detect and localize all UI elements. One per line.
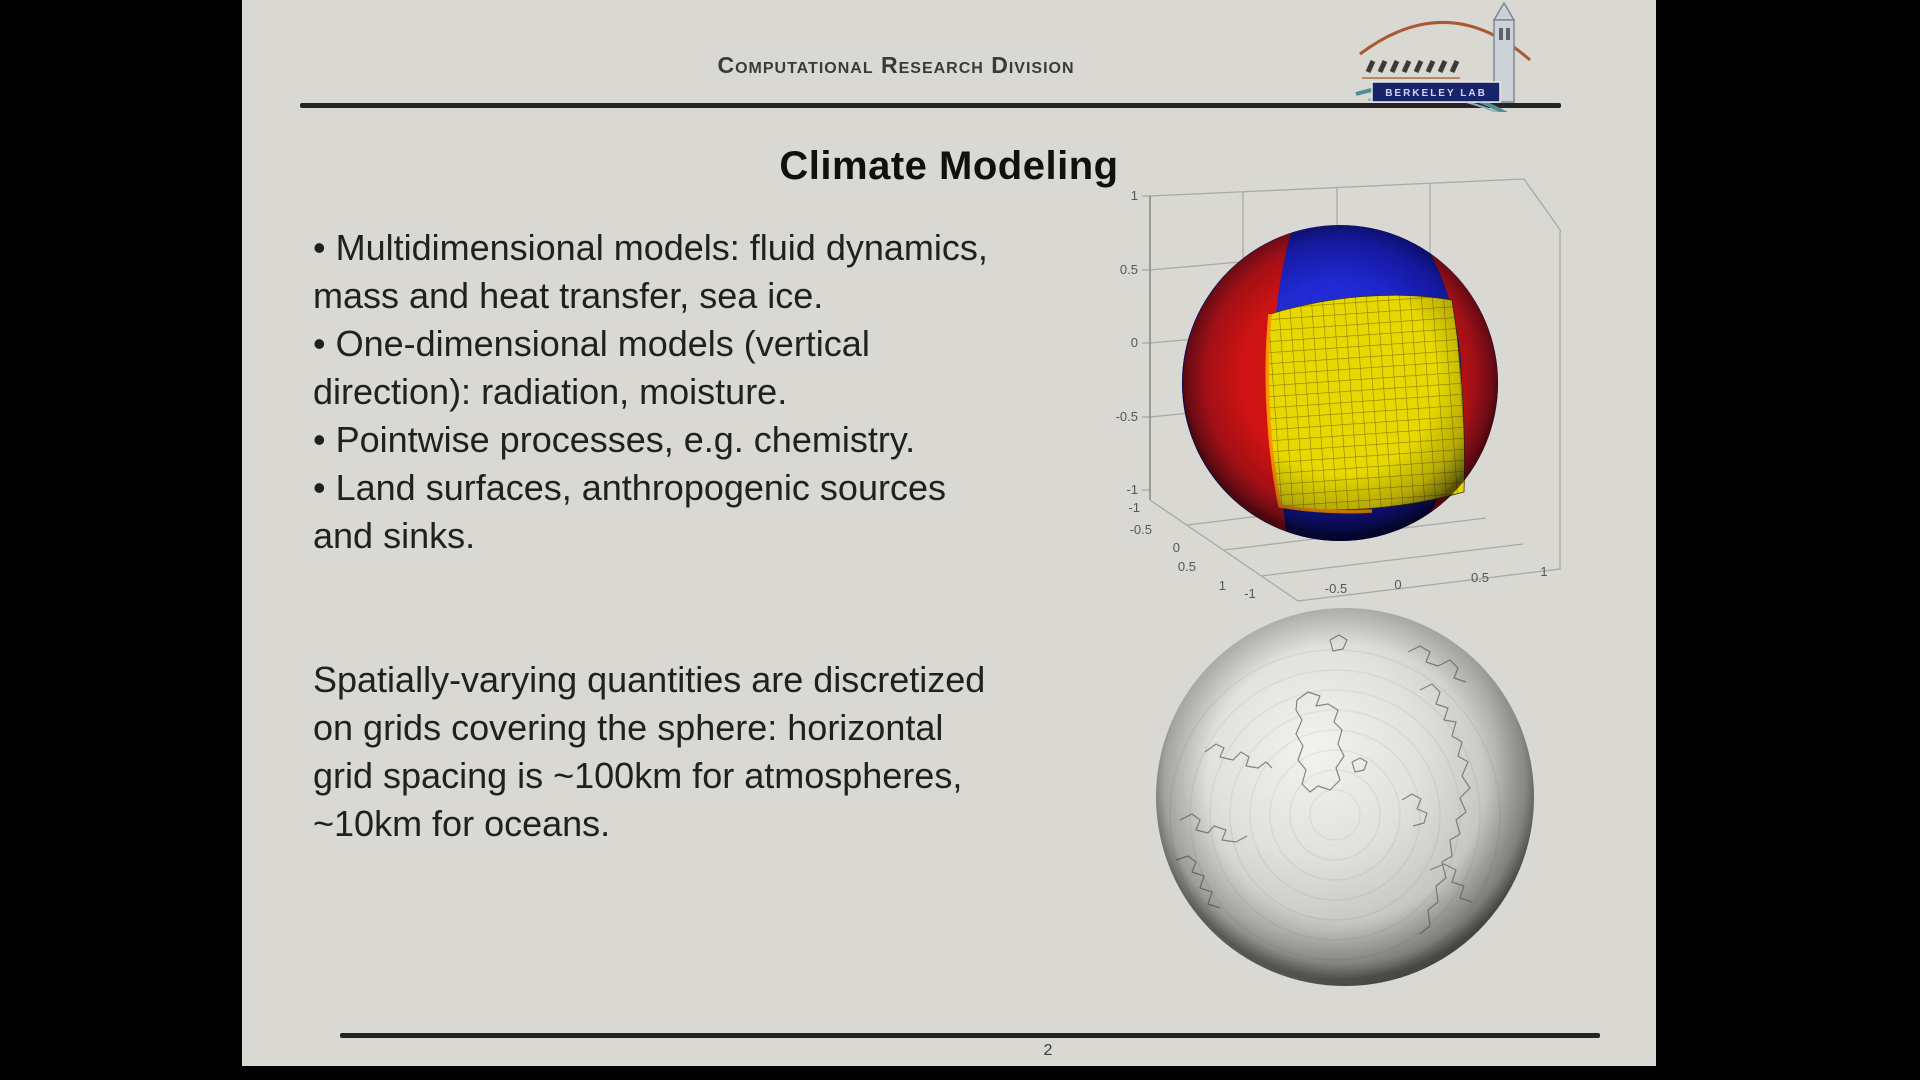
y-tick: 0 [1172,540,1180,555]
globe-rim-shading [1156,608,1534,986]
bullet-item: • One-dimensional models (vertical direction): radiation, moisture. [313,323,870,412]
x-tick: 0.5 [1470,570,1490,585]
bullet-list [313,224,1013,560]
presentation-slide [242,0,1656,1066]
z-tick: 0.5 [1119,262,1138,277]
cubed-sphere [1182,225,1498,541]
y-tick: -1 [1128,500,1140,515]
x-tick: 1 [1540,564,1548,579]
x-tick: -1 [1244,586,1256,601]
x-tick: 0 [1394,577,1402,592]
cubed-sphere-figure [1105,148,1575,610]
logo-trees [1368,61,1457,72]
globe-figure [1145,598,1545,998]
body-paragraph: Spatially-varying quantities are discretized on grids covering the sphere: horizontal grid spacing is ~100km for atmospheres, ~10km for oceans. [313,659,986,844]
berkeley-lab-logo-icon [1348,2,1570,112]
z-tick: -0.5 [1115,409,1138,424]
slide-title: Climate Modeling [779,144,1119,188]
sphere-rim-shading [1182,225,1498,541]
page-number: 2 [1043,1042,1053,1059]
logo-banner-text: BERKELEY LAB [1385,88,1487,99]
footer-rule [340,1033,1600,1038]
x-tick: -0.5 [1324,581,1348,596]
y-tick: 0.5 [1177,559,1196,574]
y-tick: -0.5 [1129,522,1152,537]
bullet-item: • Land surfaces, anthropogenic sources and sinks. [313,467,946,556]
z-tick: -1 [1126,482,1138,497]
z-tick: 1 [1130,188,1138,203]
header-division-title: Computational Research Division [717,52,1075,78]
z-tick: 0 [1130,335,1138,350]
logo-banner [1372,82,1500,102]
bullet-item: • Multidimensional models: fluid dynamics, mass and heat transfer, sea ice. [313,227,988,316]
bullet-item: • Pointwise processes, e.g. chemistry. [313,419,916,460]
y-tick: 1 [1218,578,1226,593]
